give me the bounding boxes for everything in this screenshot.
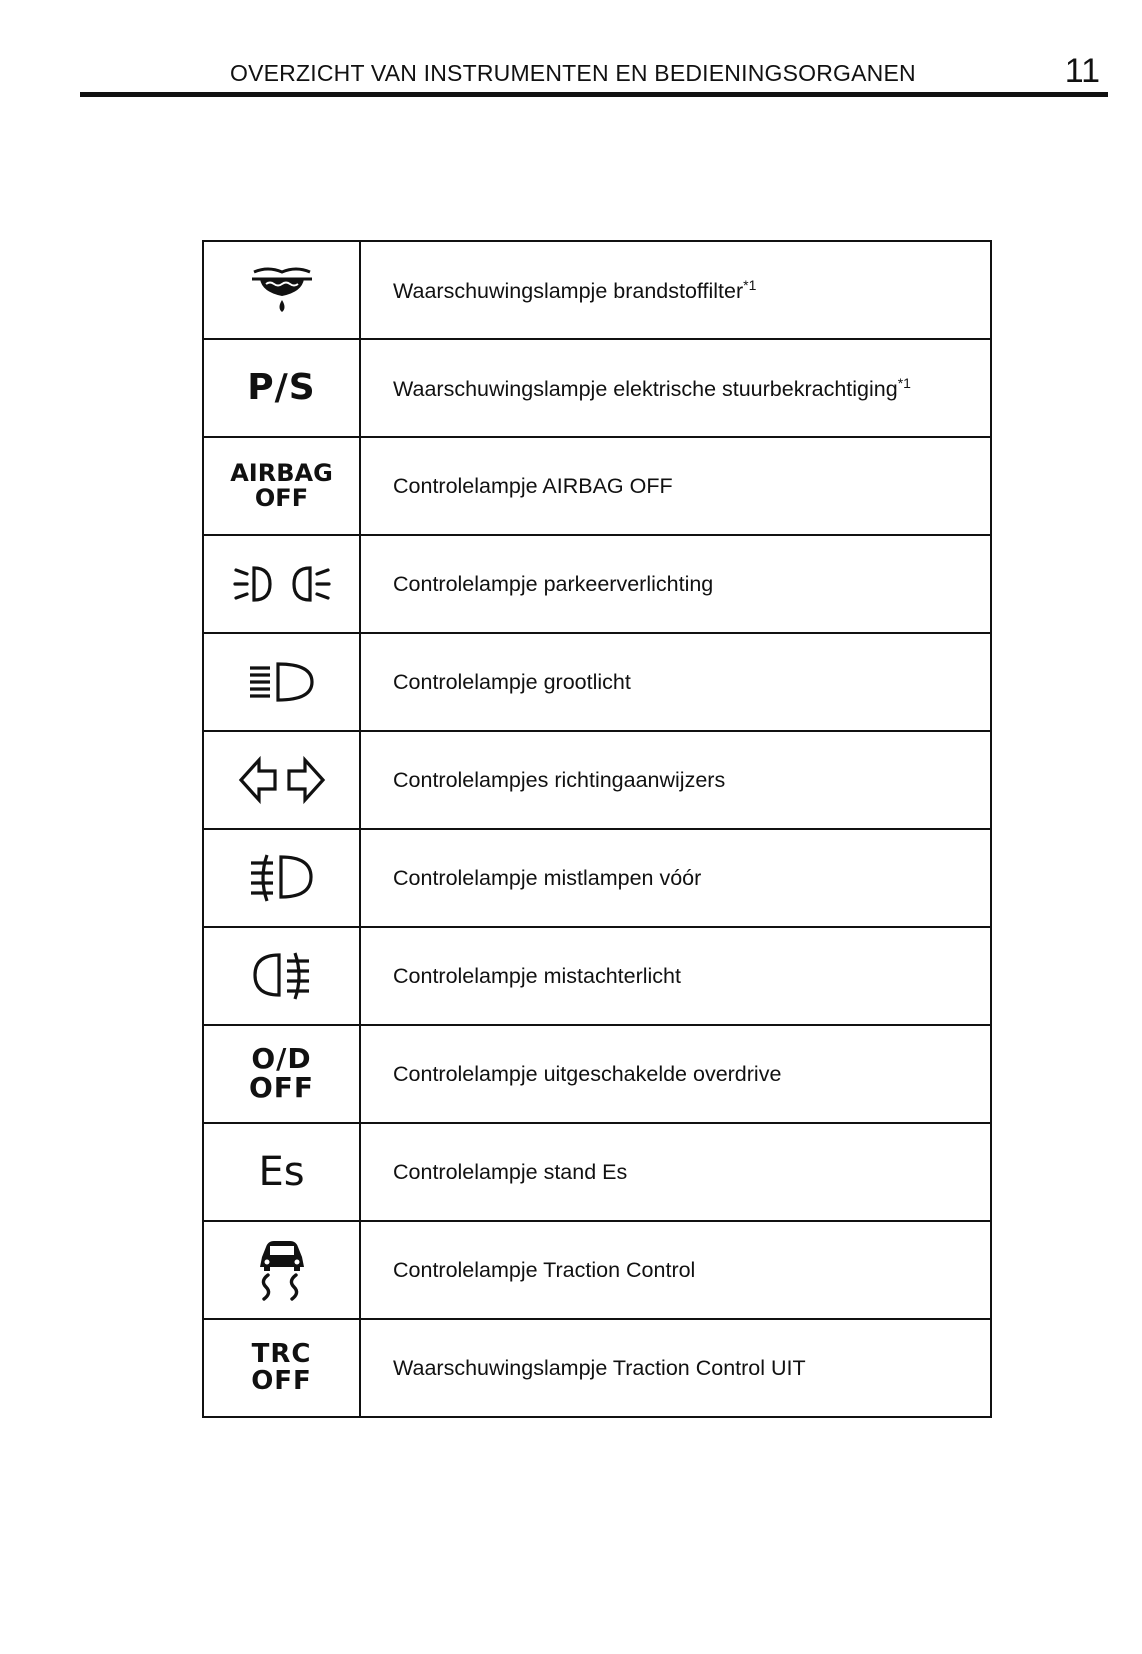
table-row (203, 437, 991, 535)
table-row (203, 241, 991, 339)
description-text: Controlelampje stand Es (393, 1159, 628, 1184)
description-cell (360, 633, 991, 731)
description-text: Controlelampje mistlampen vóór (393, 865, 702, 890)
icon-cell (203, 633, 360, 731)
description-cell (360, 829, 991, 927)
front-fog-icon (247, 851, 317, 905)
description-cell (360, 241, 991, 339)
fuel-filter-icon (250, 262, 314, 318)
description-cell (360, 437, 991, 535)
description-cell (360, 927, 991, 1025)
page-number: 11 (1064, 52, 1100, 90)
footnote-marker: *1 (743, 276, 757, 293)
header-divider (80, 92, 1108, 97)
description-cell (360, 535, 991, 633)
table-row (203, 1123, 991, 1221)
table-row (203, 1025, 991, 1123)
description-text: Waarschuwingslampje elektrische stuurbekrachtiging (393, 376, 898, 401)
description-text: Controlelampje AIRBAG OFF (393, 473, 673, 498)
description-text: Controlelampje uitgeschakelde overdrive (393, 1061, 782, 1086)
icon-cell (203, 535, 360, 633)
icon-cell (203, 1221, 360, 1319)
icon-cell (203, 1025, 360, 1123)
page-title: OVERZICHT VAN INSTRUMENTEN EN BEDIENINGSORGANEN (230, 60, 916, 86)
icon-line: O/D (251, 1042, 312, 1076)
icon-line: TRC (251, 1339, 312, 1370)
icon-cell (203, 1319, 360, 1417)
description-text: Controlelampje Traction Control (393, 1257, 696, 1282)
overdrive-off-icon (248, 1042, 315, 1104)
icon-line: AIRBAG (230, 459, 333, 488)
page-header (80, 50, 1108, 96)
airbag-off-icon (230, 461, 333, 510)
icon-cell (203, 339, 360, 437)
description-cell (360, 1319, 991, 1417)
table-row (203, 1221, 991, 1319)
table-row (203, 339, 991, 437)
rear-fog-icon (251, 949, 313, 1003)
icon-line: OFF (251, 1366, 312, 1396)
footnote-marker: *1 (897, 374, 911, 391)
icon-cell (203, 731, 360, 829)
description-text: Waarschuwingslampje brandstoffilter (393, 278, 744, 303)
description-text: Controlelampje parkeerverlichting (393, 571, 714, 596)
description-text: Waarschuwingslampje Traction Control UIT (393, 1355, 806, 1380)
power-steering-icon: P/S (247, 366, 316, 408)
description-cell (360, 1123, 991, 1221)
high-beam-icon (246, 660, 318, 704)
trc-off-icon (251, 1341, 312, 1394)
icon-cell (203, 829, 360, 927)
description-text: Controlelampje grootlicht (393, 669, 631, 694)
traction-control-icon (252, 1237, 312, 1303)
icon-cell (203, 241, 360, 339)
table-row (203, 1319, 991, 1417)
table-row (203, 633, 991, 731)
description-text: Controlelampjes richtingaanwijzers (393, 767, 726, 792)
table-row (203, 731, 991, 829)
table-row (203, 927, 991, 1025)
description-cell (360, 1025, 991, 1123)
turn-signal-icon (237, 754, 327, 806)
icon-cell (203, 437, 360, 535)
icon-line: OFF (248, 1071, 315, 1104)
icon-cell (203, 1123, 360, 1221)
description-cell (360, 731, 991, 829)
icon-line: OFF (254, 483, 309, 512)
icon-cell (203, 927, 360, 1025)
parking-lights-icon (232, 560, 332, 608)
indicator-table (202, 240, 992, 1418)
table-row (203, 535, 991, 633)
description-cell (360, 1221, 991, 1319)
es-mode-icon: Es (258, 1148, 305, 1195)
description-cell (360, 339, 991, 437)
description-text: Controlelampje mistachterlicht (393, 963, 681, 988)
table-row (203, 829, 991, 927)
